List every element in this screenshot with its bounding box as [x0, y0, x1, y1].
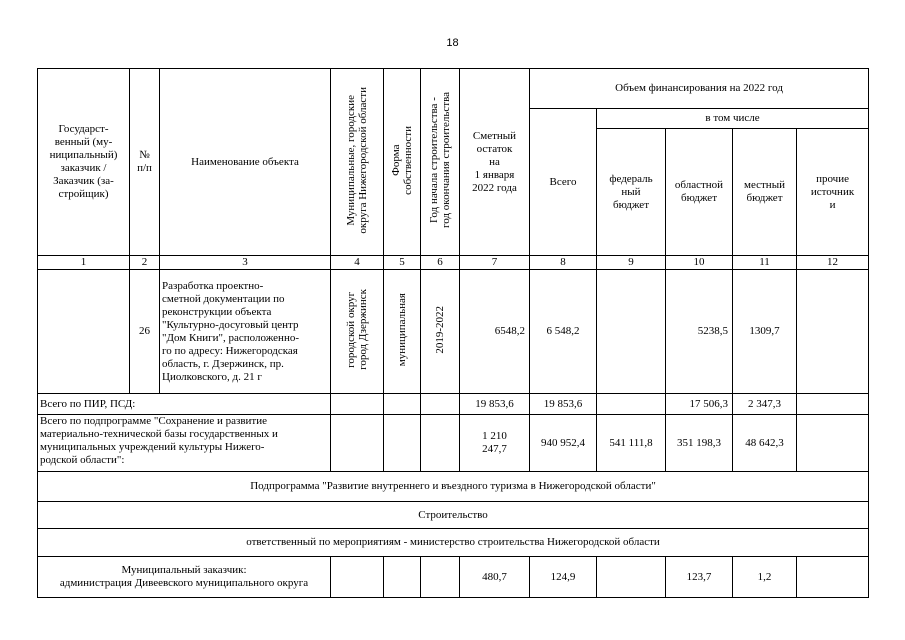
- section-construction-title: Строительство: [38, 502, 869, 529]
- header-years: Год начала строительства - год окончания строительства: [421, 69, 460, 256]
- object-row: [38, 270, 869, 394]
- section-responsible-title: ответственный по мероприятиям - министерство строительства Нижегородской области: [38, 529, 869, 557]
- header-num: № п/п: [130, 69, 160, 256]
- municipal-customer-label: Муниципальный заказчик: администрация Дивеевского муниципального округа: [38, 557, 331, 598]
- customer-regional: 123,7: [666, 557, 733, 598]
- header-customer: Государст- венный (му- ниципальный) заказчик / Заказчик (за- стройщик): [38, 69, 130, 256]
- customer-other: [797, 557, 869, 598]
- header-estimate: Сметный остаток на 1 января 2022 года: [460, 69, 530, 256]
- pir-other: [797, 394, 869, 415]
- pir-label: Всего по ПИР, ПСД:: [38, 394, 331, 415]
- page-number: 18: [446, 37, 459, 49]
- column-number: 2: [130, 256, 160, 270]
- column-number: 10: [666, 256, 733, 270]
- column-number: 11: [733, 256, 797, 270]
- object-num: 26: [130, 270, 160, 394]
- header-regional: областной бюджет: [666, 129, 733, 256]
- customer-federal: [597, 557, 666, 598]
- subprogram-regional: 351 198,3: [666, 415, 733, 472]
- object-local: 1309,7: [733, 270, 797, 394]
- subprogram-federal: 541 111,8: [597, 415, 666, 472]
- customer-local: 1,2: [733, 557, 797, 598]
- object-customer: [38, 270, 130, 394]
- object-federal: [597, 270, 666, 394]
- header-object-name: Наименование объекта: [160, 69, 331, 256]
- pir-federal: [597, 394, 666, 415]
- object-estimate: 6548,2: [460, 270, 530, 394]
- column-numbers-row: [38, 256, 869, 270]
- column-number: 5: [384, 256, 421, 270]
- column-number: 1: [38, 256, 130, 270]
- pir-total: 19 853,6: [530, 394, 597, 415]
- subprogram-total: 940 952,4: [530, 415, 597, 472]
- municipal-customer-row: [38, 557, 869, 598]
- subprogram-estimate: 1 210 247,7: [460, 415, 530, 472]
- customer-total: 124,9: [530, 557, 597, 598]
- header-ownership: Форма собственности: [384, 69, 421, 256]
- header-total: Всего: [530, 109, 597, 256]
- header-funding-title: Объем финансирования на 2022 год: [530, 69, 869, 109]
- header-municipality: Муниципальные, городские округа Нижегородской области: [331, 69, 384, 256]
- section-subprogram-title: Подпрограмма "Развитие внутреннего и въездного туризма в Нижегородской области": [38, 472, 869, 502]
- object-name: Разработка проектно- сметной документации по реконструкции объекта "Культурно-досуговый центр "Дом Книги", расположенно- го по адресу: Нижегородская область, г. Дзержинск, пр. Циолковского, д. 21 г: [160, 270, 331, 394]
- object-ownership: муниципальная: [384, 270, 421, 394]
- object-years: 2019-2022: [421, 270, 460, 394]
- header-federal: федераль ный бюджет: [597, 129, 666, 256]
- object-total: 6 548,2: [530, 270, 597, 394]
- header-local: местный бюджет: [733, 129, 797, 256]
- subprogram-label: Всего по подпрограмме "Сохранение и развитие материально-технической базы государственных и муниципальных учреждений культуры Нижего- родской области":: [38, 415, 331, 472]
- financing-table: [37, 68, 869, 598]
- header-including: в том числе: [597, 109, 869, 129]
- pir-estimate: 19 853,6: [460, 394, 530, 415]
- subprogram-total-row: [38, 415, 869, 472]
- column-number: 12: [797, 256, 869, 270]
- subprogram-other: [797, 415, 869, 472]
- pir-local: 2 347,3: [733, 394, 797, 415]
- subprogram-local: 48 642,3: [733, 415, 797, 472]
- pir-total-row: [38, 394, 869, 415]
- pir-regional: 17 506,3: [666, 394, 733, 415]
- object-other: [797, 270, 869, 394]
- object-regional: 5238,5: [666, 270, 733, 394]
- customer-estimate: 480,7: [460, 557, 530, 598]
- column-number: 9: [597, 256, 666, 270]
- column-number: 7: [460, 256, 530, 270]
- column-number: 8: [530, 256, 597, 270]
- header-other: прочие источник и: [797, 129, 869, 256]
- column-number: 3: [160, 256, 331, 270]
- column-number: 4: [331, 256, 384, 270]
- column-number: 6: [421, 256, 460, 270]
- object-municipality: городской округ город Дзержинск: [331, 270, 384, 394]
